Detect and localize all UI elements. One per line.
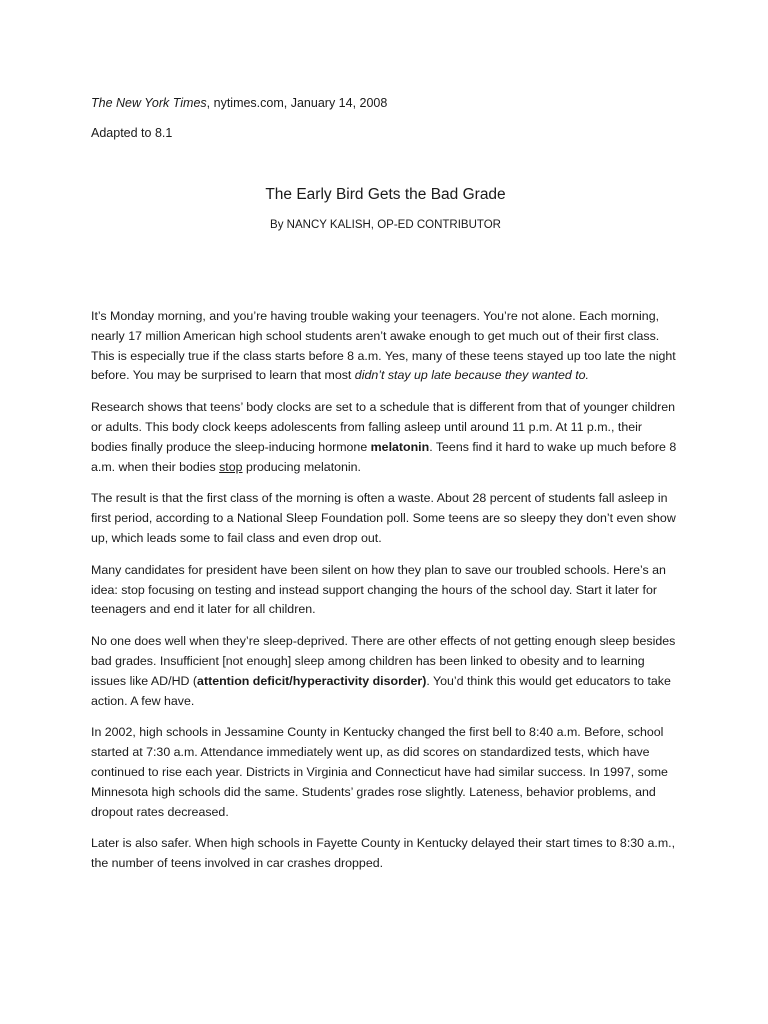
paragraph-2-text-b: . Teens find it hard to wake up much before 8 a.m. when their bodies	[91, 439, 677, 474]
byline: By NANCY KALISH, OP-ED CONTRIBUTOR	[270, 219, 501, 231]
paragraph-3: The result is that the first class of the morning is often a waste. About 28 percent of students fall asleep in first period, according to a National Sleep Foundation poll. Some teens are so sleepy they don’t even show up, which leads some to fail class and even drop out.	[91, 491, 676, 545]
paragraph-2-text-a: Research shows that teens’ body clocks are set to a schedule that is different from that of younger children or adults. This body clock keeps adolescents from falling asleep until around 11 p.m. At 11 p.m., their bodies finally produce the sleep-inducing hormone	[91, 400, 676, 454]
article-body	[91, 307, 680, 874]
term-melatonin: melatonin	[370, 439, 430, 454]
publication-name: The New York Times	[91, 96, 207, 110]
paragraph-6: In 2002, high schools in Jessamine County in Kentucky changed the first bell to 8:40 a.m. Before, school started at 7:30 a.m. Attendance immediately went up, as did scores on standardized tests, which have continued to rise each year. Districts in Virginia and Connecticut have had similar success. In 1997, some Minnesota high schools did the same. Students’ grades rose slightly. Lateness, behavior problems, and dropout rates decreased.	[91, 725, 668, 819]
paragraph-1-text: It’s Monday morning, and you’re having trouble waking your teenagers. You’re not alone. Each morning, nearly 17 million American high school students aren’t awake enough to get much out of their first class. This is especially true if the class starts before 8 a.m. Yes, many of these teens stayed up too late the night before. You may be surprised to learn that most	[91, 309, 676, 383]
paragraph-1	[91, 307, 680, 386]
paragraph-1-emphasis: didn’t stay up late because they wanted to.	[354, 368, 589, 383]
adapted-note: Adapted to 8.1	[91, 126, 173, 140]
source-details: , nytimes.com, January 14, 2008	[206, 96, 388, 110]
term-adhd: attention deficit/hyperactivity disorder)	[197, 673, 427, 688]
paragraph-2-text-c: producing melatonin.	[242, 459, 362, 474]
paragraph-2	[91, 398, 680, 477]
paragraph-5-text-a: No one does well when they’re sleep-deprived. There are other effects of not getting enough sleep besides bad grades. Insufficient [not enough] sleep among children has been linked to obesity and to learning issues like AD/HD (	[91, 634, 676, 688]
paragraph-5	[91, 632, 680, 711]
underlined-word: stop	[219, 459, 243, 474]
paragraph-5-text-b: . You’d think this would get educators to take action. A few have.	[91, 673, 671, 708]
source-line	[91, 93, 680, 113]
article-title: The Early Bird Gets the Bad Grade	[265, 186, 506, 203]
paragraph-7: Later is also safer. When high schools in Fayette County in Kentucky delayed their start times to 8:30 a.m., the number of teens involved in car crashes dropped.	[91, 836, 676, 871]
paragraph-4: Many candidates for president have been silent on how they plan to save our troubled schools. Here’s an idea: stop focusing on testing and instead support changing the hours of the school day. Start it later for teenagers and end it later for all children.	[91, 562, 666, 617]
